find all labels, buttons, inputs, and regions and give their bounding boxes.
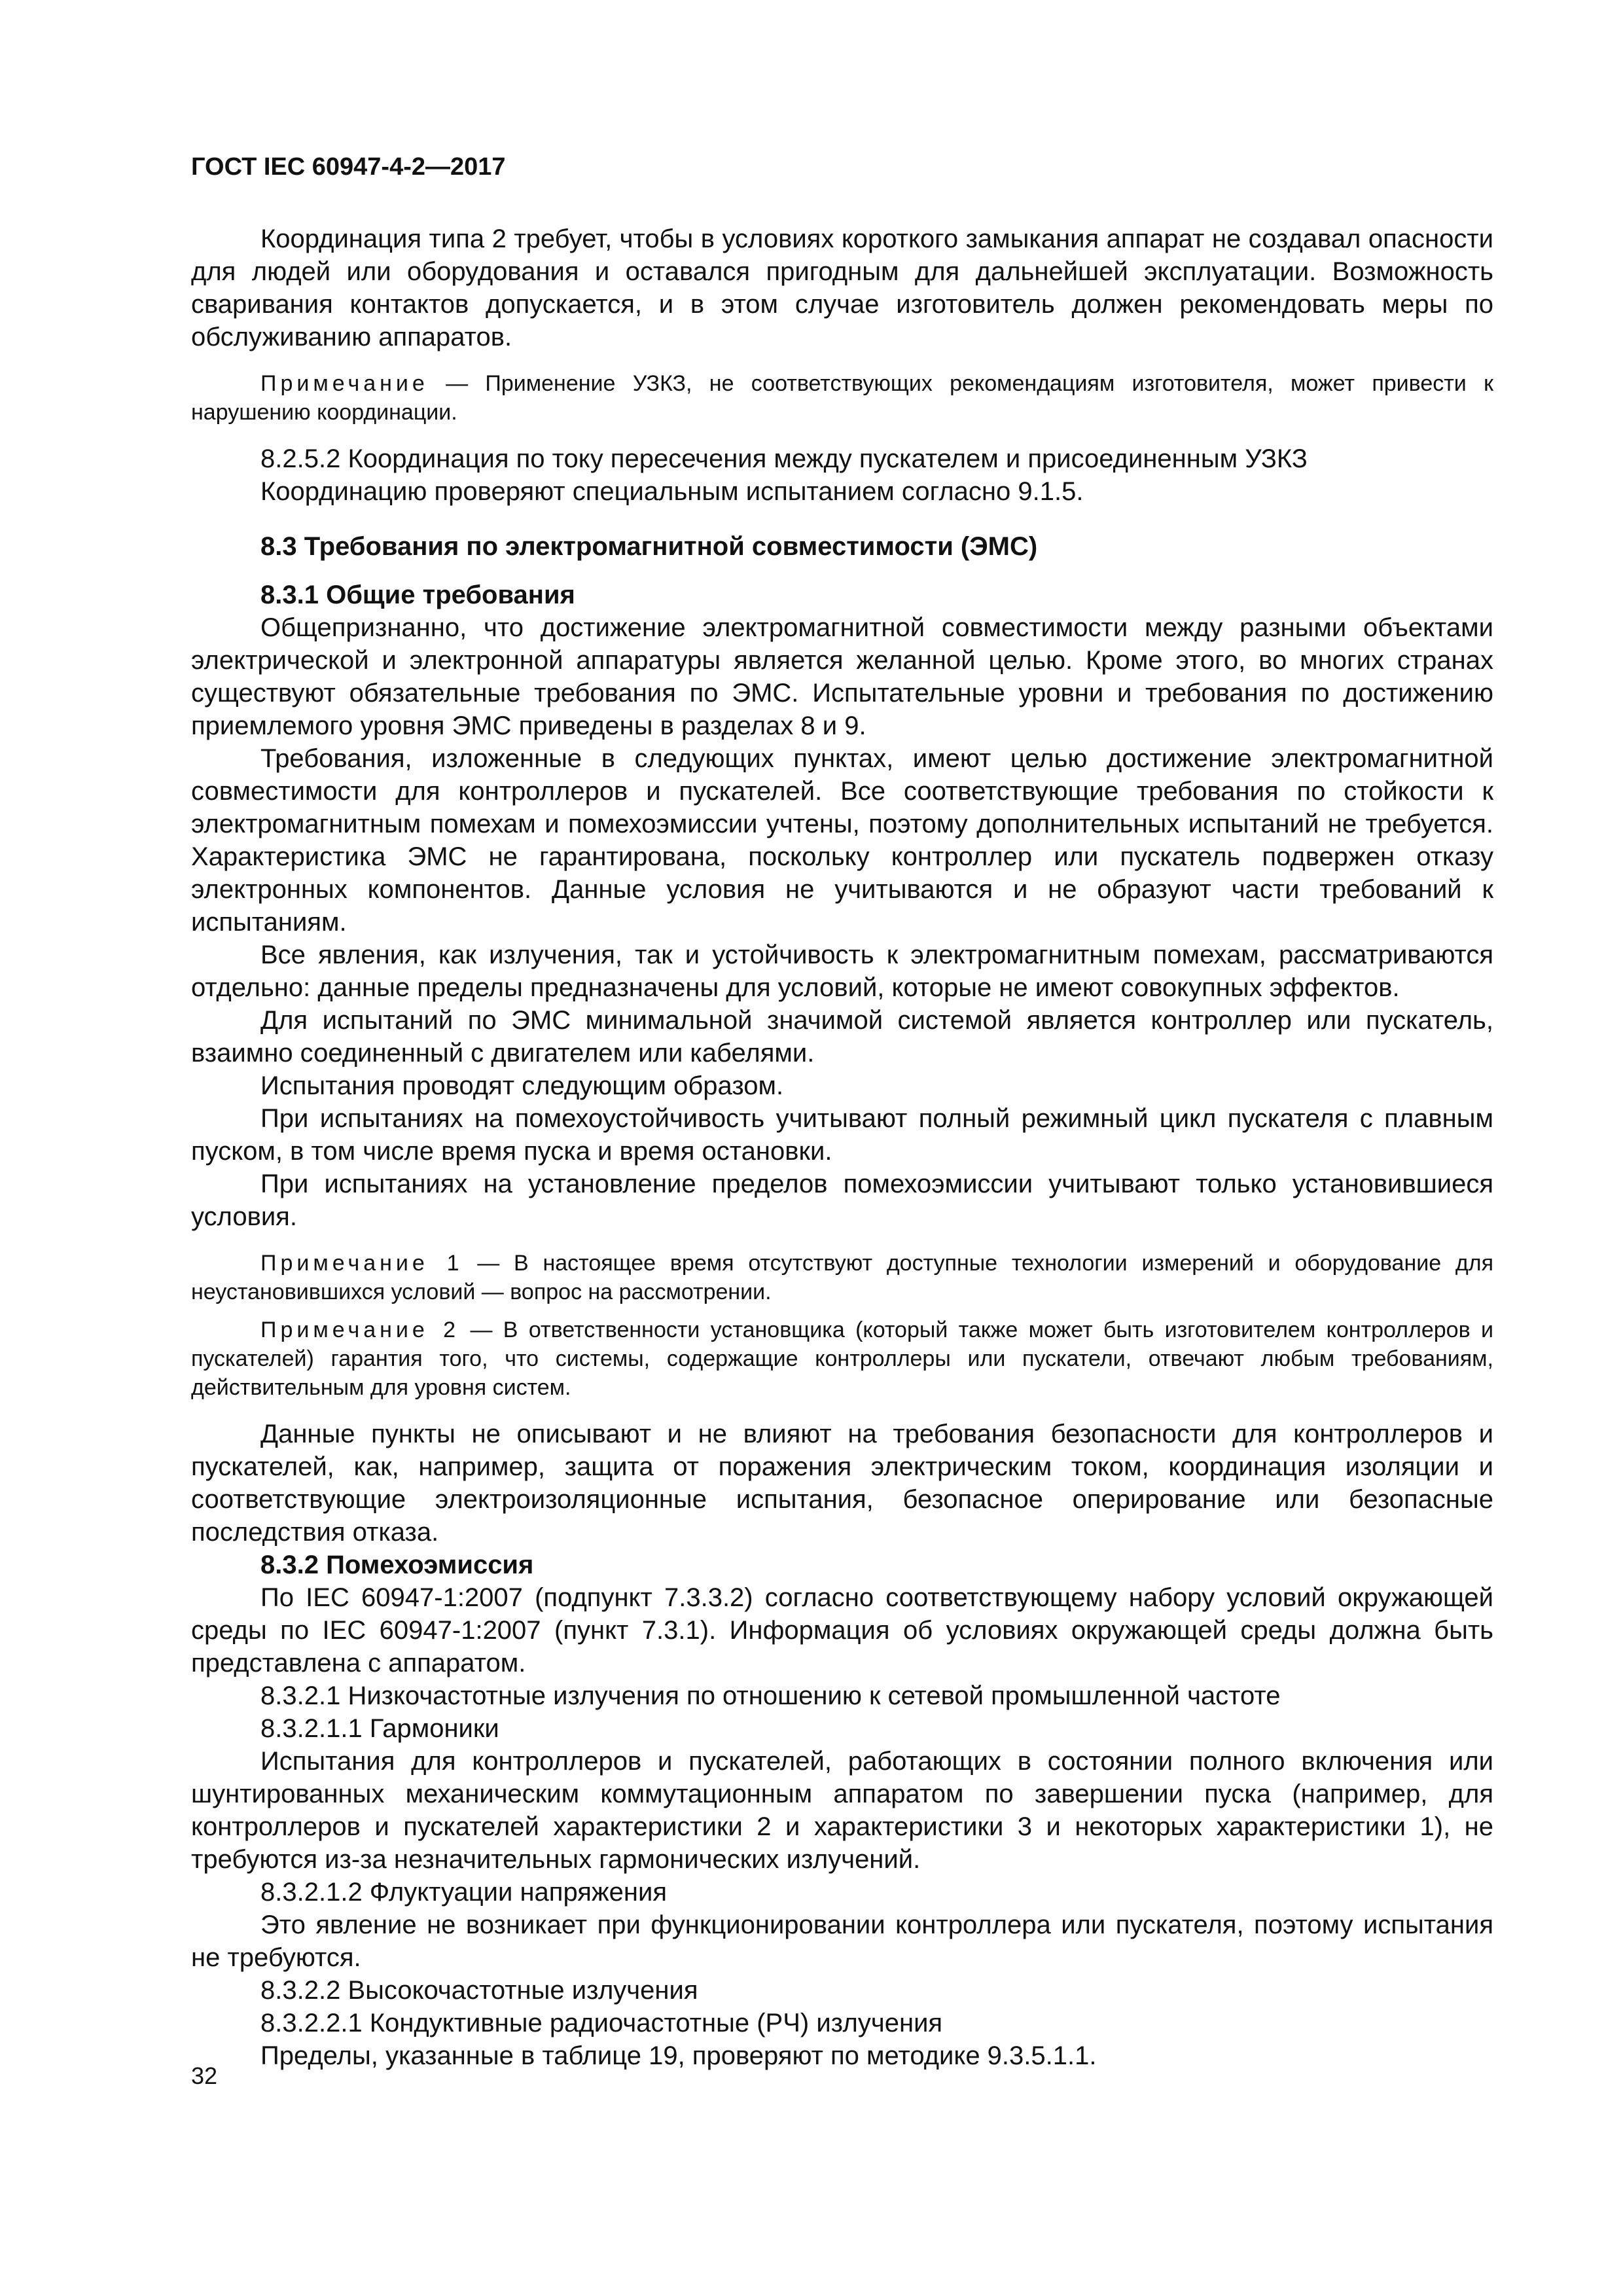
- paragraph: Данные пункты не описывают и не влияют на требования безопасности для контроллеров и пускателей, как, например, защита от поражения электрическим током, координация изоляции и соответствующие электроизоляционные испытания, безопасное оперирование или безопасные последствия отказа.: [191, 1420, 1493, 1547]
- paragraph: Для испытаний по ЭМС минимальной значимой системой является контроллер или пускатель, взаимно соединенный с двигателем или кабелями.: [191, 1006, 1493, 1067]
- clause-8-3-2-2: 8.3.2.2 Высокочастотные излучения: [260, 1976, 698, 2005]
- paragraph: Испытания проводят следующим образом.: [260, 1071, 784, 1100]
- note-text: — В ответственности установщика (который также может быть изготовителем контроллеров и пускателей) гарантия того, что системы, содержащие контроллеры или пускатели, отвечают любым требованиям, действительным для уровня систем.: [191, 1318, 1493, 1400]
- paragraph: При испытаниях на помехоустойчивость учитывают полный режимный цикл пускателя с плавным пуском, в том числе время пуска и время остановки.: [191, 1104, 1493, 1166]
- paragraph: При испытаниях на установление пределов помехоэмиссии учитывают только установившиеся условия.: [191, 1170, 1493, 1231]
- paragraph: Координацию проверяют специальным испытанием согласно 9.1.5.: [260, 477, 1084, 506]
- note-label: Примечание 1: [260, 1251, 463, 1276]
- paragraph: Пределы, указанные в таблице 19, проверяют по методике 9.3.5.1.1.: [260, 2041, 1097, 2070]
- paragraph: Требования, изложенные в следующих пунктах, имеют целью достижение электромагнитной совместимости для контроллеров и пускателей. Все соответствующие требования по стойкости к электромагнитным помехам и помехоэмиссии учтены, поэтому дополнительных испытаний не требуется. Характеристика ЭМС не гарантирована, поскольку контроллер или пускатель подвержен отказу электронных компонентов. Данные условия не учитываются и не образуют части требований к испытаниям.: [191, 744, 1493, 937]
- note: [191, 1249, 1493, 1306]
- paragraph: Это явление не возникает при функционировании контроллера или пускателя, поэтому испытания не требуются.: [191, 1910, 1493, 1972]
- note-label: Примечание 2: [260, 1318, 460, 1342]
- section-heading-8-3-2: 8.3.2 Помехоэмиссия: [260, 1551, 534, 1579]
- paragraph: Все явления, как излучения, так и устойчивость к электромагнитным помехам, рассматриваются отдельно: данные пределы предназначены для условий, которые не имеют совокупных эффектов.: [191, 941, 1493, 1002]
- clause-8-3-2-1: 8.3.2.1 Низкочастотные излучения по отношению к сетевой промышленной частоте: [260, 1681, 1281, 1710]
- section-heading-8-3: 8.3 Требования по электромагнитной совместимости (ЭМС): [260, 532, 1038, 561]
- note-text: — Применение УЗКЗ, не соответствующих рекомендациям изготовителя, может привести к нарушению координации.: [191, 371, 1493, 425]
- document-header: ГОСТ IEC 60947-4-2—2017: [191, 153, 506, 181]
- clause-8-2-5-2: 8.2.5.2 Координация по току пересечения между пускателем и присоединенным УЗКЗ: [260, 444, 1308, 473]
- page-number: 32: [191, 2062, 218, 2089]
- clause-8-3-2-2-1: 8.3.2.2.1 Кондуктивные радиочастотные (РЧ) излучения: [260, 2009, 943, 2037]
- paragraph: Испытания для контроллеров и пускателей, работающих в состоянии полного включения или шунтированных механическим коммутационным аппаратом по завершении пуска (например, для контроллеров и пускателей характеристики 2 и характеристики 3 и некоторых характеристики 1), не требуются из-за незначительных гармонических излучений.: [191, 1747, 1493, 1874]
- paragraph: Общепризнанно, что достижение электромагнитной совместимости между разными объектами электрической и электронной аппаратуры является желанной целью. Кроме этого, во многих странах существуют обязательные требования по ЭМС. Испытательные уровни и требования по достижению приемлемого уровня ЭМС приведены в разделах 8 и 9.: [191, 613, 1493, 740]
- note: [191, 1316, 1493, 1402]
- paragraph: По IEC 60947-1:2007 (подпункт 7.3.3.2) согласно соответствующему набору условий окружающей среды по IEC 60947-1:2007 (пункт 7.3.1). Информация об условиях окружающей среды должна быть представлена с аппаратом.: [191, 1583, 1493, 1677]
- note-text: — В настоящее время отсутствуют доступные технологии измерений и оборудование для неустановившихся условий — вопрос на рассмотрении.: [191, 1251, 1493, 1304]
- note: [191, 369, 1493, 427]
- document-body: [191, 223, 1493, 2072]
- clause-8-3-2-1-2: 8.3.2.1.2 Флуктуации напряжения: [260, 1878, 667, 1907]
- clause-8-3-2-1-1: 8.3.2.1.1 Гармоники: [260, 1714, 499, 1743]
- paragraph: Координация типа 2 требует, чтобы в условиях короткого замыкания аппарат не создавал опасности для людей или оборудования и оставался пригодным для дальнейшей эксплуатации. Возможность сваривания контактов допускается, и в этом случае изготовитель должен рекомендовать меры по обслуживанию аппаратов.: [191, 224, 1493, 351]
- section-heading-8-3-1: 8.3.1 Общие требования: [260, 581, 575, 609]
- note-label: Примечание: [260, 371, 429, 396]
